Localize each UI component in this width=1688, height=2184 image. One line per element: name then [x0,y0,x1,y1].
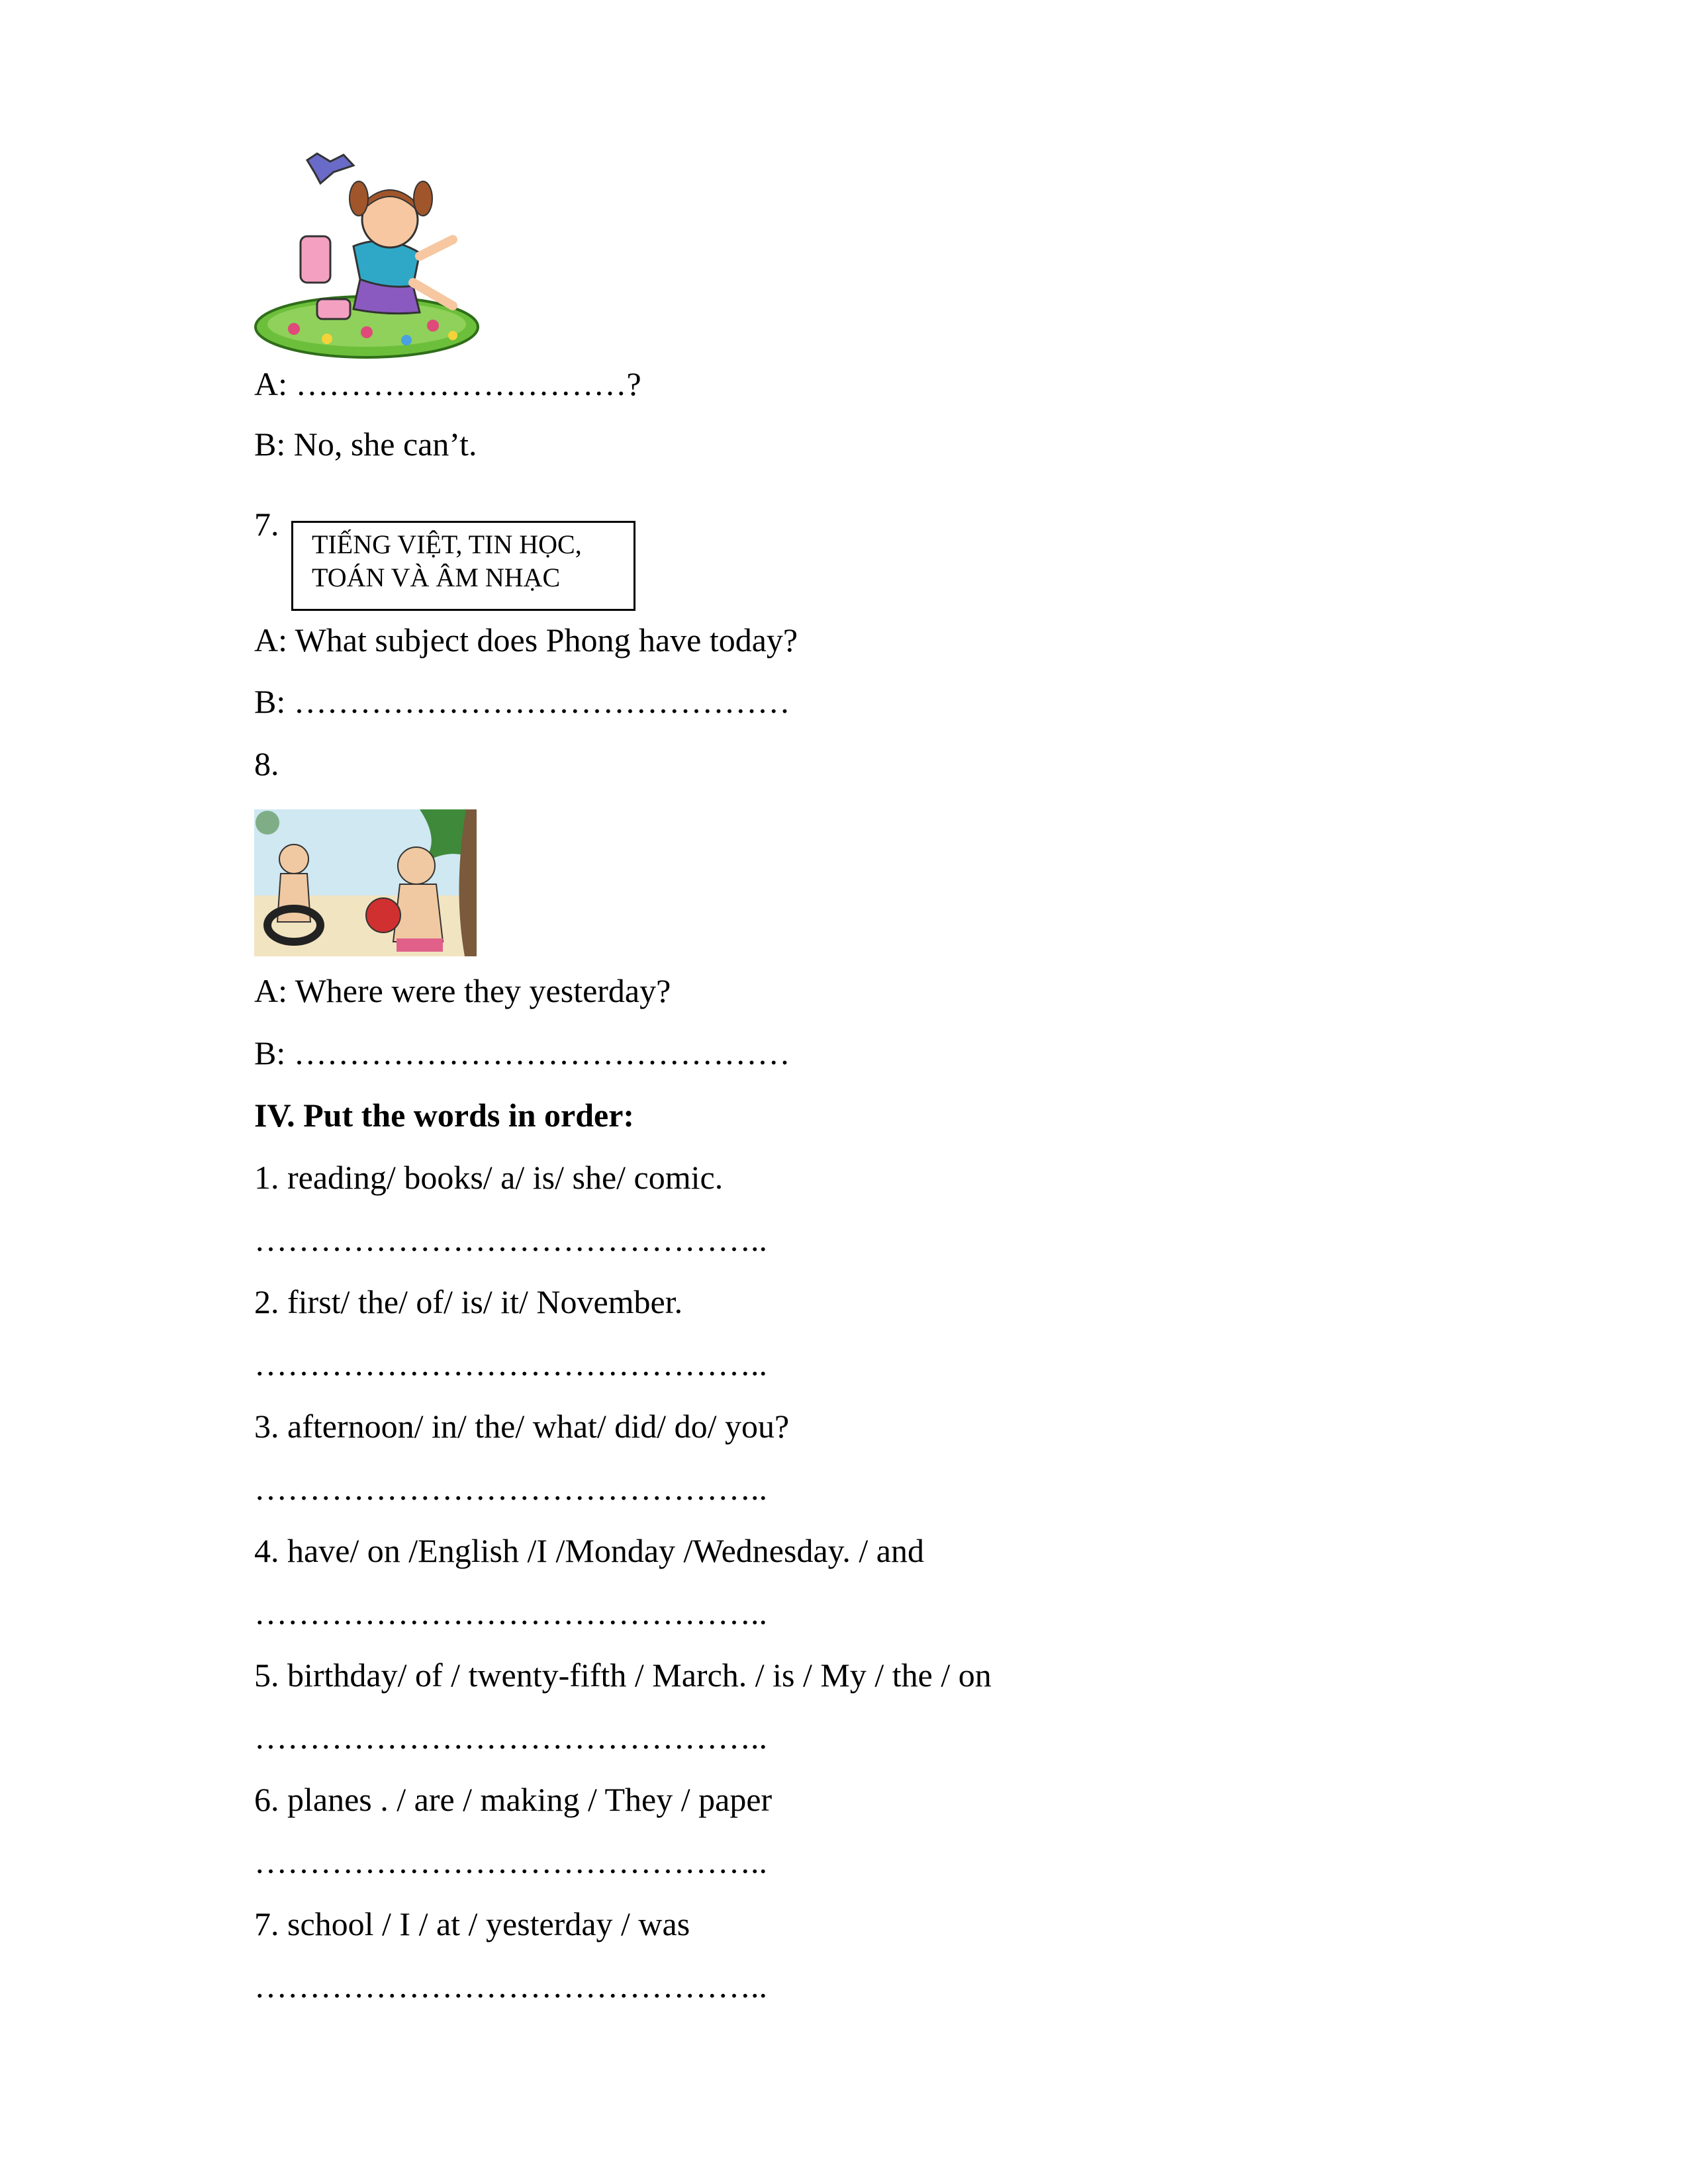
q6-answer-line: B: No, she can’t. [254,426,477,463]
order-item-3-prompt: 3. afternoon/ in/ the/ what/ did/ do/ you? [254,1408,790,1445]
subjects-box-line-1: TIẾNG VIỆT, TIN HỌC, [312,529,582,559]
subjects-box-line-2: TOÁN VÀ ÂM NHẠC [312,563,561,592]
girl-rollerskating-picture [254,147,487,360]
order-item-4-answer: ……………………………………….. [254,1594,767,1631]
q7-answer-line: B: ……………………………………… [254,683,790,720]
order-item-4-prompt: 4. have/ on /English /I /Monday /Wednesday. / and [254,1532,924,1569]
q6-question-line: A: …………………………? [254,365,641,402]
order-item-5-prompt: 5. birthday/ of / twenty-fifth / March. / is / My / the / on [254,1657,992,1694]
q8-number: 8. [254,745,279,782]
order-item-2-prompt: 2. first/ the/ of/ is/ it/ November. [254,1283,683,1320]
subjects-box [291,521,635,611]
order-item-7-prompt: 7. school / I / at / yesterday / was [254,1905,690,1942]
order-item-1-prompt: 1. reading/ books/ a/ is/ she/ comic. [254,1159,724,1196]
q8-question-line: A: Where were they yesterday? [254,972,671,1009]
section-iv-heading: IV. Put the words in order: [254,1097,635,1134]
order-item-1-answer: ……………………………………….. [254,1221,767,1258]
q8-answer-line: B: ……………………………………… [254,1034,790,1071]
order-item-3-answer: ……………………………………….. [254,1470,767,1507]
order-item-2-answer: ……………………………………….. [254,1345,767,1383]
children-beach-picture [254,809,477,956]
order-item-6-prompt: 6. planes . / are / making / They / paper [254,1781,773,1818]
order-item-6-answer: ……………………………………….. [254,1843,767,1880]
q7-question-line: A: What subject does Phong have today? [254,621,798,659]
order-item-5-answer: ……………………………………….. [254,1719,767,1756]
q7-number: 7. [254,506,279,543]
order-item-7-answer: ……………………………………….. [254,1968,767,2005]
